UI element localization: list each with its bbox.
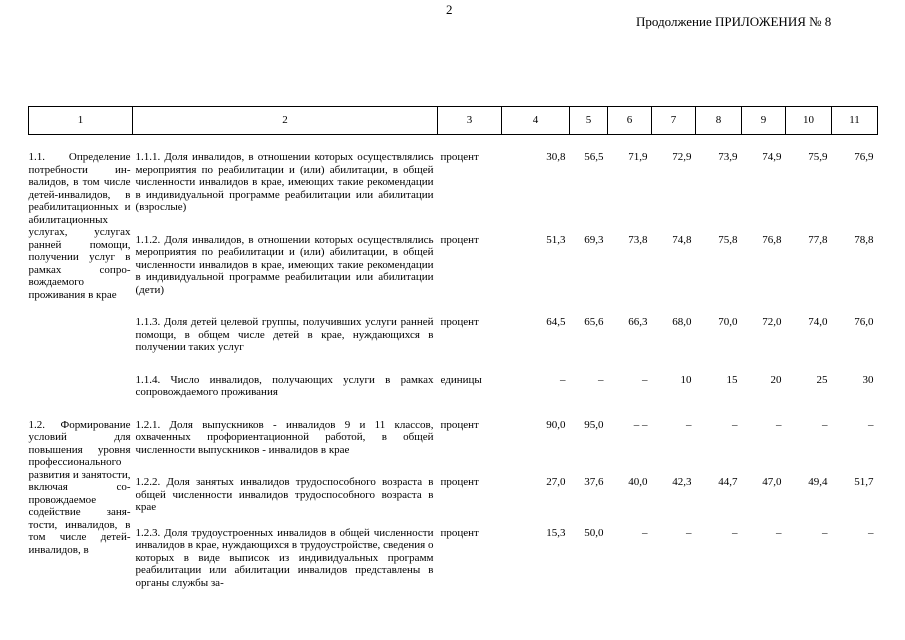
value-cell: 42,3	[672, 476, 692, 488]
value-cell: 73,8	[628, 233, 648, 246]
table-row	[29, 354, 878, 399]
value-cell: 90,0	[546, 418, 566, 431]
value-cell: 15,3	[546, 526, 566, 539]
value-cell: – –	[633, 418, 648, 431]
table-row	[29, 214, 878, 297]
value-cell: 72,0	[762, 316, 782, 328]
column-header: 6	[608, 107, 652, 135]
indicator-cell: 1.1.3. Доля детей целевой группы, получивших услуги ранней помощи, в общем числе детей в крае, нуждающихся в получении таких услуг	[135, 316, 434, 353]
value-cell: 69,3	[584, 233, 604, 246]
value-cell: 64,5	[546, 316, 566, 328]
value-cell: –	[642, 526, 648, 539]
unit-cell: процент	[440, 233, 479, 246]
value-cell: –	[560, 373, 566, 386]
column-header: 7	[652, 107, 696, 135]
value-cell: 68,0	[672, 316, 692, 328]
value-cell: 40,0	[628, 476, 648, 488]
indicator-cell: 1.1.4. Число инвалидов, получающих услуги в рамках сопровождаемого проживания	[135, 373, 434, 398]
value-cell: 56,5	[584, 151, 604, 163]
column-header: 1	[29, 107, 133, 135]
value-cell: –	[732, 526, 738, 539]
value-cell: –	[868, 526, 874, 539]
value-cell: 10	[680, 373, 692, 386]
value-cell: 65,6	[584, 316, 604, 328]
value-cell: –	[868, 418, 874, 431]
indicator-cell: 1.2.2. Доля занятых инвалидов трудоспособного возраста в общей численности инвалидов трудоспособного возраста в крае	[135, 476, 434, 513]
value-cell: 76,0	[854, 316, 874, 328]
unit-cell: процент	[440, 316, 479, 328]
value-cell: 20	[770, 373, 782, 386]
value-cell: 95,0	[584, 418, 604, 431]
value-cell: 77,8	[808, 233, 828, 246]
value-cell: –	[598, 373, 604, 386]
indicator-cell: 1.1.1. Доля инвалидов, в отношении которых осуществлялись мероприятия по реабилитации и (или) абилитации, в общей численности инвалидов в крае, имеющих такие рекомендации в индивидуальной программе реабилитации или абилитации (взрослые)	[135, 151, 434, 213]
value-cell: –	[776, 418, 782, 431]
category-cell: 1.1. Определение потребности инвалидов, в том числе детей-инвалидов, в реабилитационных и абилитационных услугах, услугах ранней помощи, получении услуг в рамках сопровождаемого проживания в крае	[28, 151, 131, 301]
unit-cell: процент	[440, 151, 479, 163]
value-cell: 78,8	[854, 233, 874, 246]
page-number: 2	[446, 2, 453, 17]
unit-cell: процент	[440, 418, 479, 431]
value-cell: –	[686, 526, 692, 539]
value-cell: 75,8	[718, 233, 738, 246]
indicators-table	[28, 106, 878, 589]
table-row	[29, 399, 878, 457]
unit-cell: процент	[440, 476, 479, 488]
table-row	[29, 456, 878, 514]
value-cell: 44,7	[718, 476, 738, 488]
value-cell: 74,0	[808, 316, 828, 328]
value-cell: 37,6	[584, 476, 604, 488]
value-cell: 74,8	[672, 233, 692, 246]
column-header: 4	[502, 107, 570, 135]
category-cell: 1.2. Формирование условий для повышения уровня профессионального развития и занятости, включая сопровождаемое содействие занятости, инвалидов, в том числе детей-инвалидов, в	[28, 418, 131, 556]
indicator-cell: 1.2.1. Доля выпускников - инвалидов 9 и 11 классов, охваченных профориентационной работой, в общей численности выпускников - инвалидов в крае	[135, 418, 434, 456]
value-cell: 72,9	[672, 151, 692, 163]
table-row	[29, 135, 878, 214]
value-cell: –	[642, 373, 648, 386]
value-cell: 71,9	[628, 151, 648, 163]
value-cell: 70,0	[718, 316, 738, 328]
value-cell: –	[822, 418, 828, 431]
column-header: 2	[133, 107, 438, 135]
table-row	[29, 296, 878, 354]
value-cell: 47,0	[762, 476, 782, 488]
value-cell: 50,0	[584, 526, 604, 539]
value-cell: 75,9	[808, 151, 828, 163]
table-row	[29, 514, 878, 590]
column-header: 9	[742, 107, 786, 135]
value-cell: –	[822, 526, 828, 539]
value-cell: 76,8	[762, 233, 782, 246]
value-cell: –	[686, 418, 692, 431]
column-header: 10	[786, 107, 832, 135]
column-header: 5	[570, 107, 608, 135]
value-cell: 30	[862, 373, 874, 386]
unit-cell: единицы	[440, 373, 482, 386]
value-cell: 74,9	[762, 151, 782, 163]
column-header: 11	[832, 107, 878, 135]
value-cell: –	[776, 526, 782, 539]
indicator-cell: 1.2.3. Доля трудоустроенных инвалидов в общей численности инвалидов в крае, нуждающихся в трудоустройстве, сведения о которых в виде выписок из индивидуальных программ реабилитации или абилитации инвалидов представлены в органы службы за-	[135, 526, 434, 589]
value-cell: 66,3	[628, 316, 648, 328]
value-cell: –	[732, 418, 738, 431]
value-cell: 25	[816, 373, 828, 386]
indicator-cell: 1.1.2. Доля инвалидов, в отношении которых осуществлялись мероприятия по реабилитации и (или) абилитации, в общей численности инвалидов в крае, имеющих такие рекомендации в индивидуальной программе реабилитации или абилитации (дети)	[135, 233, 434, 296]
column-header: 3	[438, 107, 502, 135]
value-cell: 30,8	[546, 151, 566, 163]
value-cell: 49,4	[808, 476, 828, 488]
value-cell: 76,9	[854, 151, 874, 163]
column-header: 8	[696, 107, 742, 135]
annex-title: Продолжение ПРИЛОЖЕНИЯ № 8	[636, 14, 832, 29]
value-cell: 51,3	[546, 233, 566, 246]
value-cell: 27,0	[546, 476, 566, 488]
unit-cell: процент	[440, 526, 479, 539]
header-row	[29, 107, 878, 135]
value-cell: 51,7	[854, 476, 874, 488]
value-cell: 73,9	[718, 151, 738, 163]
value-cell: 15	[726, 373, 738, 386]
